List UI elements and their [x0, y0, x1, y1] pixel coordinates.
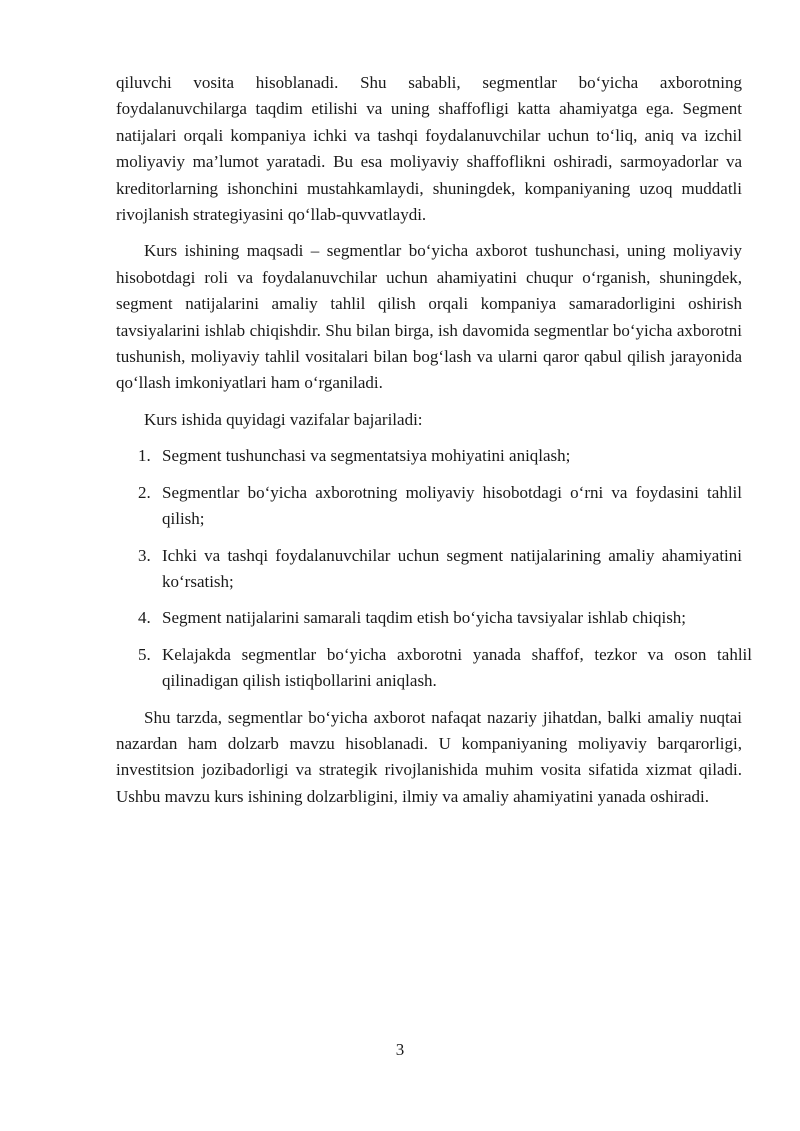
list-item-number: 3. [138, 545, 151, 565]
list-item-text: Kelajakda segmentlar bo‘yicha axborotni yanada shaffof, tezkor va oson tahlil qilinadigan qilish istiqbollarini aniqlash. [162, 644, 752, 691]
task-list [116, 443, 752, 694]
list-item-text: Segmentlar bo‘yicha axborotning moliyaviy hisobotdagi o‘rni va foydasini tahlil qilish; [162, 482, 742, 529]
list-item [116, 480, 742, 533]
list-item [116, 543, 742, 596]
paragraph-conclusion: Shu tarzda, segmentlar bo‘yicha axborot nafaqat nazariy jihatdan, balki amaliy nuqtai nazardan ham dolzarb mavzu hisoblanadi. U kompaniyaning moliyaviy barqarorligi, investitsion jozibadorligi va strategik rivojlanishida muhim vosita sifatida xizmat qiladi. Ushbu mavzu kurs ishining dolzarbligini, ilmiy va amaliy ahamiyatini yanada oshiradi. [116, 707, 742, 806]
list-item [116, 605, 742, 631]
list-item-number: 4. [138, 608, 151, 628]
page-number: 3 [395, 1040, 405, 1059]
list-item-number: 2. [138, 482, 151, 502]
list-item [116, 443, 742, 469]
paragraph-tasks-heading: Kurs ishida quyidagi vazifalar bajariladi: [144, 409, 423, 429]
list-item-number: 1. [138, 446, 151, 466]
page-content [116, 70, 752, 820]
paragraph-intro-continuation: qiluvchi vosita hisoblanadi. Shu sababli, segmentlar bo‘yicha axborotning foydalanuvchilarga taqdim etilishi va uning shaffofligi katta ahamiyatga ega. Segment natijalari orqali kompaniya ichki va tashqi foydalanuvchilar uchun to‘liq, aniq va izchil moliyaviy ma’lumot yaratadi. Bu esa moliyaviy shaffoflikni oshiradi, sarmoyadorlar va kreditorlarning ishonchini mustahkamlaydi, shuningdek, kompaniyaning uzoq muddatli rivojlanish strategiyasini qo‘llab-quvvatlaydi. [116, 73, 742, 225]
list-item-text: Segment natijalarini samarali taqdim etish bo‘yicha tavsiyalar ishlab chiqish; [162, 608, 687, 628]
paragraph-course-goal: Kurs ishining maqsadi – segmentlar bo‘yicha axborot tushunchasi, uning moliyaviy hisobotdagi roli va foydalanuvchilar uchun ahamiyatini chuqur o‘rganish, shuningdek, segment natijalarini amaliy tahlil qilish orqali kompaniya samaradorligini oshirish tavsiyalarini ishlab chiqishdir. Shu bilan birga, ish davomida segmentlar bo‘yicha axborotni tushunish, moliyaviy tahlil vositalari bilan bog‘lash va ularni qaror qabul qilish jarayonida qo‘llash imkoniyatlari ham o‘rganiladi. [116, 241, 742, 393]
list-item-text: Segment tushunchasi va segmentatsiya mohiyatini aniqlash; [162, 446, 571, 466]
list-item-number: 5. [138, 644, 151, 664]
list-item-text: Ichki va tashqi foydalanuvchilar uchun segment natijalarining amaliy ahamiyatini ko‘rsatish; [162, 545, 742, 591]
list-item [116, 642, 752, 695]
